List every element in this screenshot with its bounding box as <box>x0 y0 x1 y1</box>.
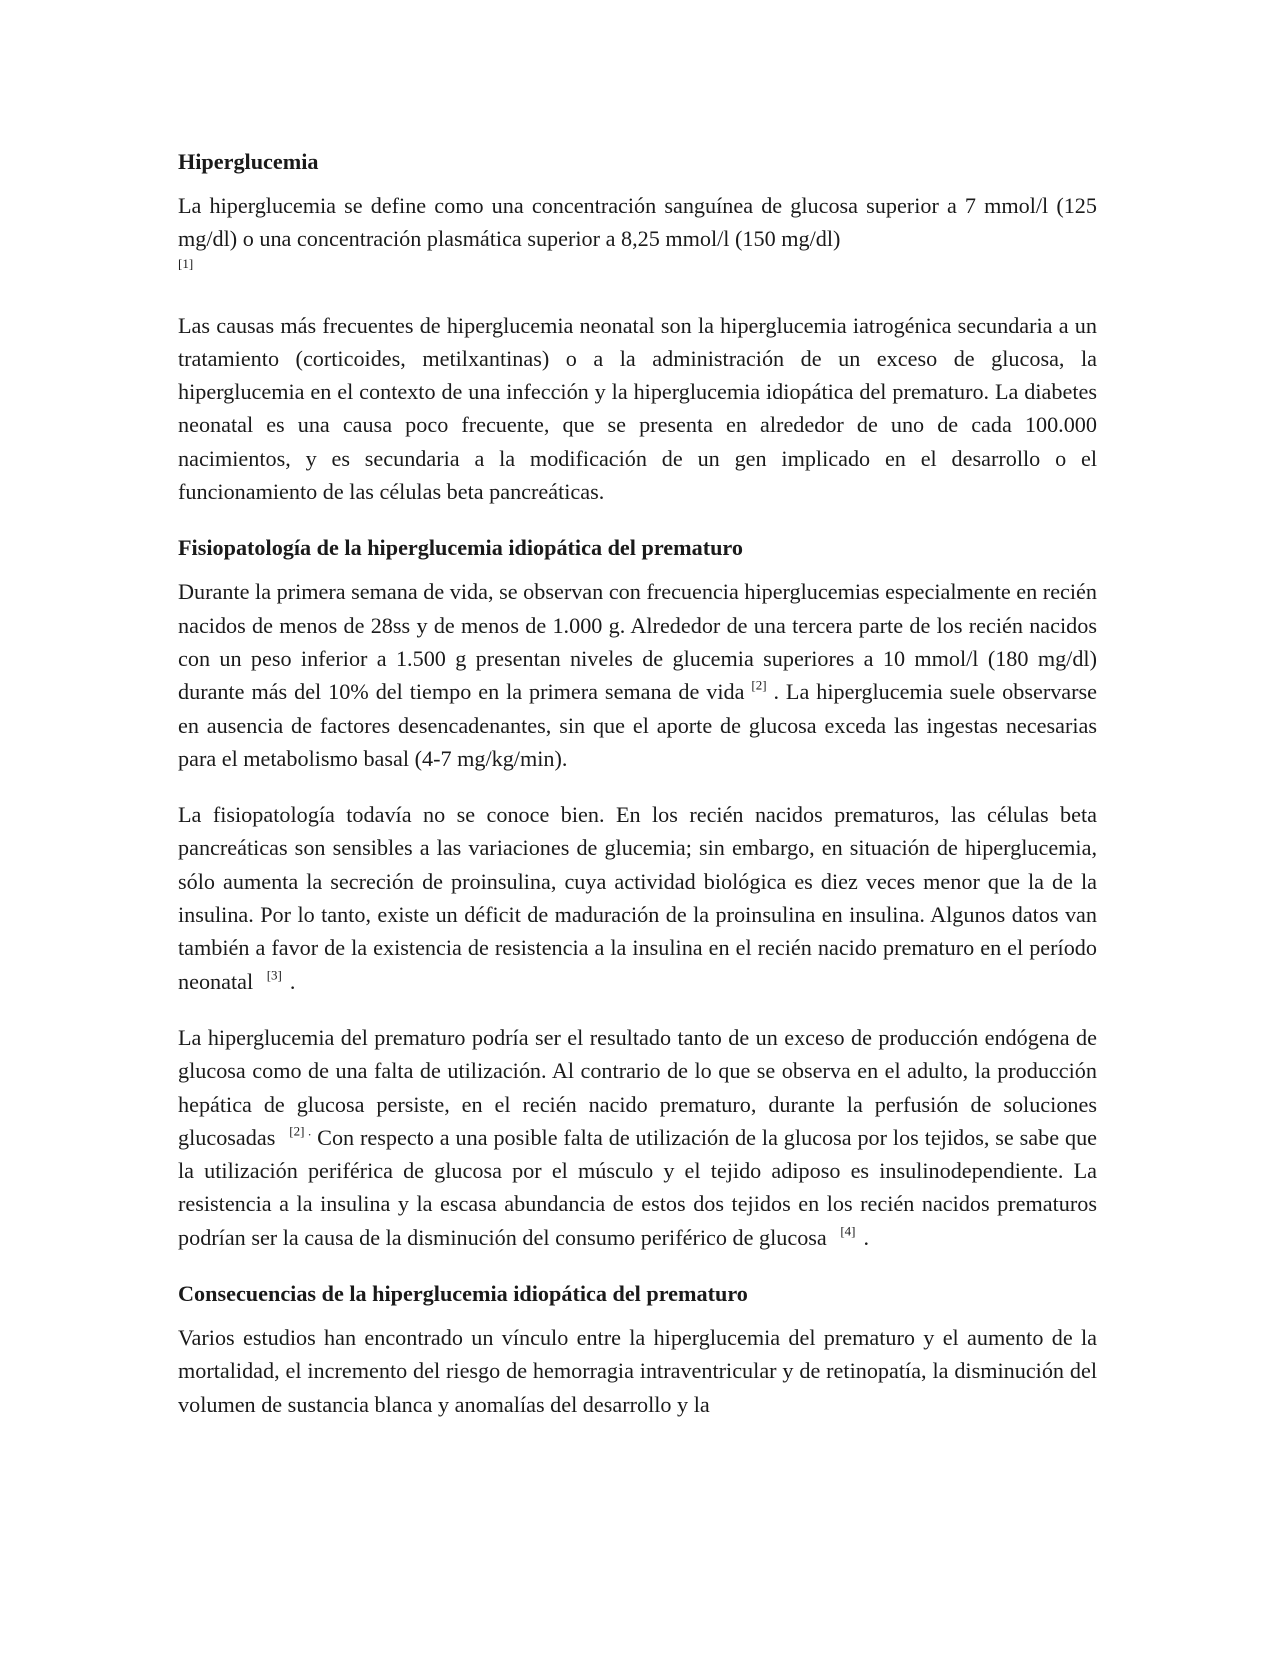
paragraph-definition-text: La hiperglucemia se define como una concentración sanguínea de glucosa superior a 7 mmol/l (125 mg/dl) o una concentración plasmática superior a 8,25 mmol/l (150 mg/dl) <box>178 193 1097 252</box>
paragraph-causes: Las causas más frecuentes de hiperglucemia neonatal son la hiperglucemia iatrogénica secundaria a un tratamiento (corticoides, metilxantinas) o a la administración de un exceso de glucosa, la hiperglucemia en el contexto de una infección y la hiperglucemia idiopática del prematuro. La diabetes neonatal es una causa poco frecuente, que se presenta en alrededor de uno de cada 100.000 nacimientos, y es secundaria a la modificación de un gen implicado en el desarrollo o el funcionamiento de las células beta pancreáticas. <box>178 312 1097 505</box>
paragraph-physiopathology <box>178 798 1097 998</box>
paragraph-physiopathology-end: . <box>289 968 296 994</box>
document-page <box>178 145 1097 1421</box>
reference-2a: [2] <box>751 677 767 693</box>
reference-2b: [2] . <box>289 1123 312 1139</box>
paragraph-production-end: . <box>863 1224 870 1250</box>
paragraph-consequences: Varios estudios han encontrado un vínculo entre la hiperglucemia del prematuro y el aumento de la mortalidad, el incremento del riesgo de hemorragia intraventricular y de retinopatía, la disminución del volumen de sustancia blanca y anomalías del desarrollo y la <box>178 1325 1097 1417</box>
paragraph-physiopathology-text: La fisiopatología todavía no se conoce bien. En los recién nacidos prematuros, las células beta pancreáticas son sensibles a las variaciones de glucemia; sin embargo, en situación de hiperglucemia, sólo aumenta la secreción de proinsulina, cuya actividad biológica es diez veces menor que la de la insulina. Por lo tanto, existe un déficit de maduración de la proinsulina en insulina. Algunos datos van también a favor de la existencia de resistencia a la insulina en el recién nacido prematuro en el período neonatal <box>178 802 1097 994</box>
reference-4: [4] <box>840 1222 856 1238</box>
paragraph-definition <box>178 189 1097 256</box>
paragraph-first-week-text-cont: . La hiperglucemia suele observarse en ausencia de factores desencadenantes, sin que el aporte de glucosa exceda las ingestas necesarias para el metabolismo basal (4-7 mg/kg/min). <box>178 679 1098 771</box>
paragraph-first-week-text: Durante la primera semana de vida, se observan con frecuencia hiperglucemias especialmente en recién nacidos de menos de 28ss y de menos de 1.000 g. Alrededor de una tercera parte de los recién nacidos con un peso inferior a 1.500 g presentan niveles de glucemia superiores a 10 mmol/l (180 mg/dl) durante más del 10% del tiempo en la primera semana de vida <box>178 579 1097 705</box>
section-heading-fisiopatologia: Fisiopatología de la hiperglucemia idiopática del prematuro <box>178 535 743 561</box>
section-heading-hiperglucemia: Hiperglucemia <box>178 149 319 174</box>
paragraph-first-week <box>178 575 1097 775</box>
reference-3: [3] <box>266 966 282 982</box>
reference-1: [1] <box>178 255 194 271</box>
paragraph-production <box>178 1021 1097 1254</box>
paragraph-production-text: La hiperglucemia del prematuro podría ser el resultado tanto de un exceso de producción endógena de glucosa como de una falta de utilización. Al contrario de lo que se observa en el adulto, la producción hepática de glucosa persiste, en el recién nacido prematuro, durante la perfusión de soluciones glucosadas <box>178 1024 1097 1150</box>
section-heading-consecuencias: Consecuencias de la hiperglucemia idiopática del prematuro <box>178 1281 748 1307</box>
paragraph-production-text-cont: Con respecto a una posible falta de utilización de la glucosa por los tejidos, se sabe que la utilización periférica de glucosa por el músculo y el tejido adiposo es insulinodependiente. La resistencia a la insulina y la escasa abundancia de estos dos tejidos en los recién nacidos prematuros podrían ser la causa de la disminución del consumo periférico de glucosa <box>178 1124 1098 1250</box>
